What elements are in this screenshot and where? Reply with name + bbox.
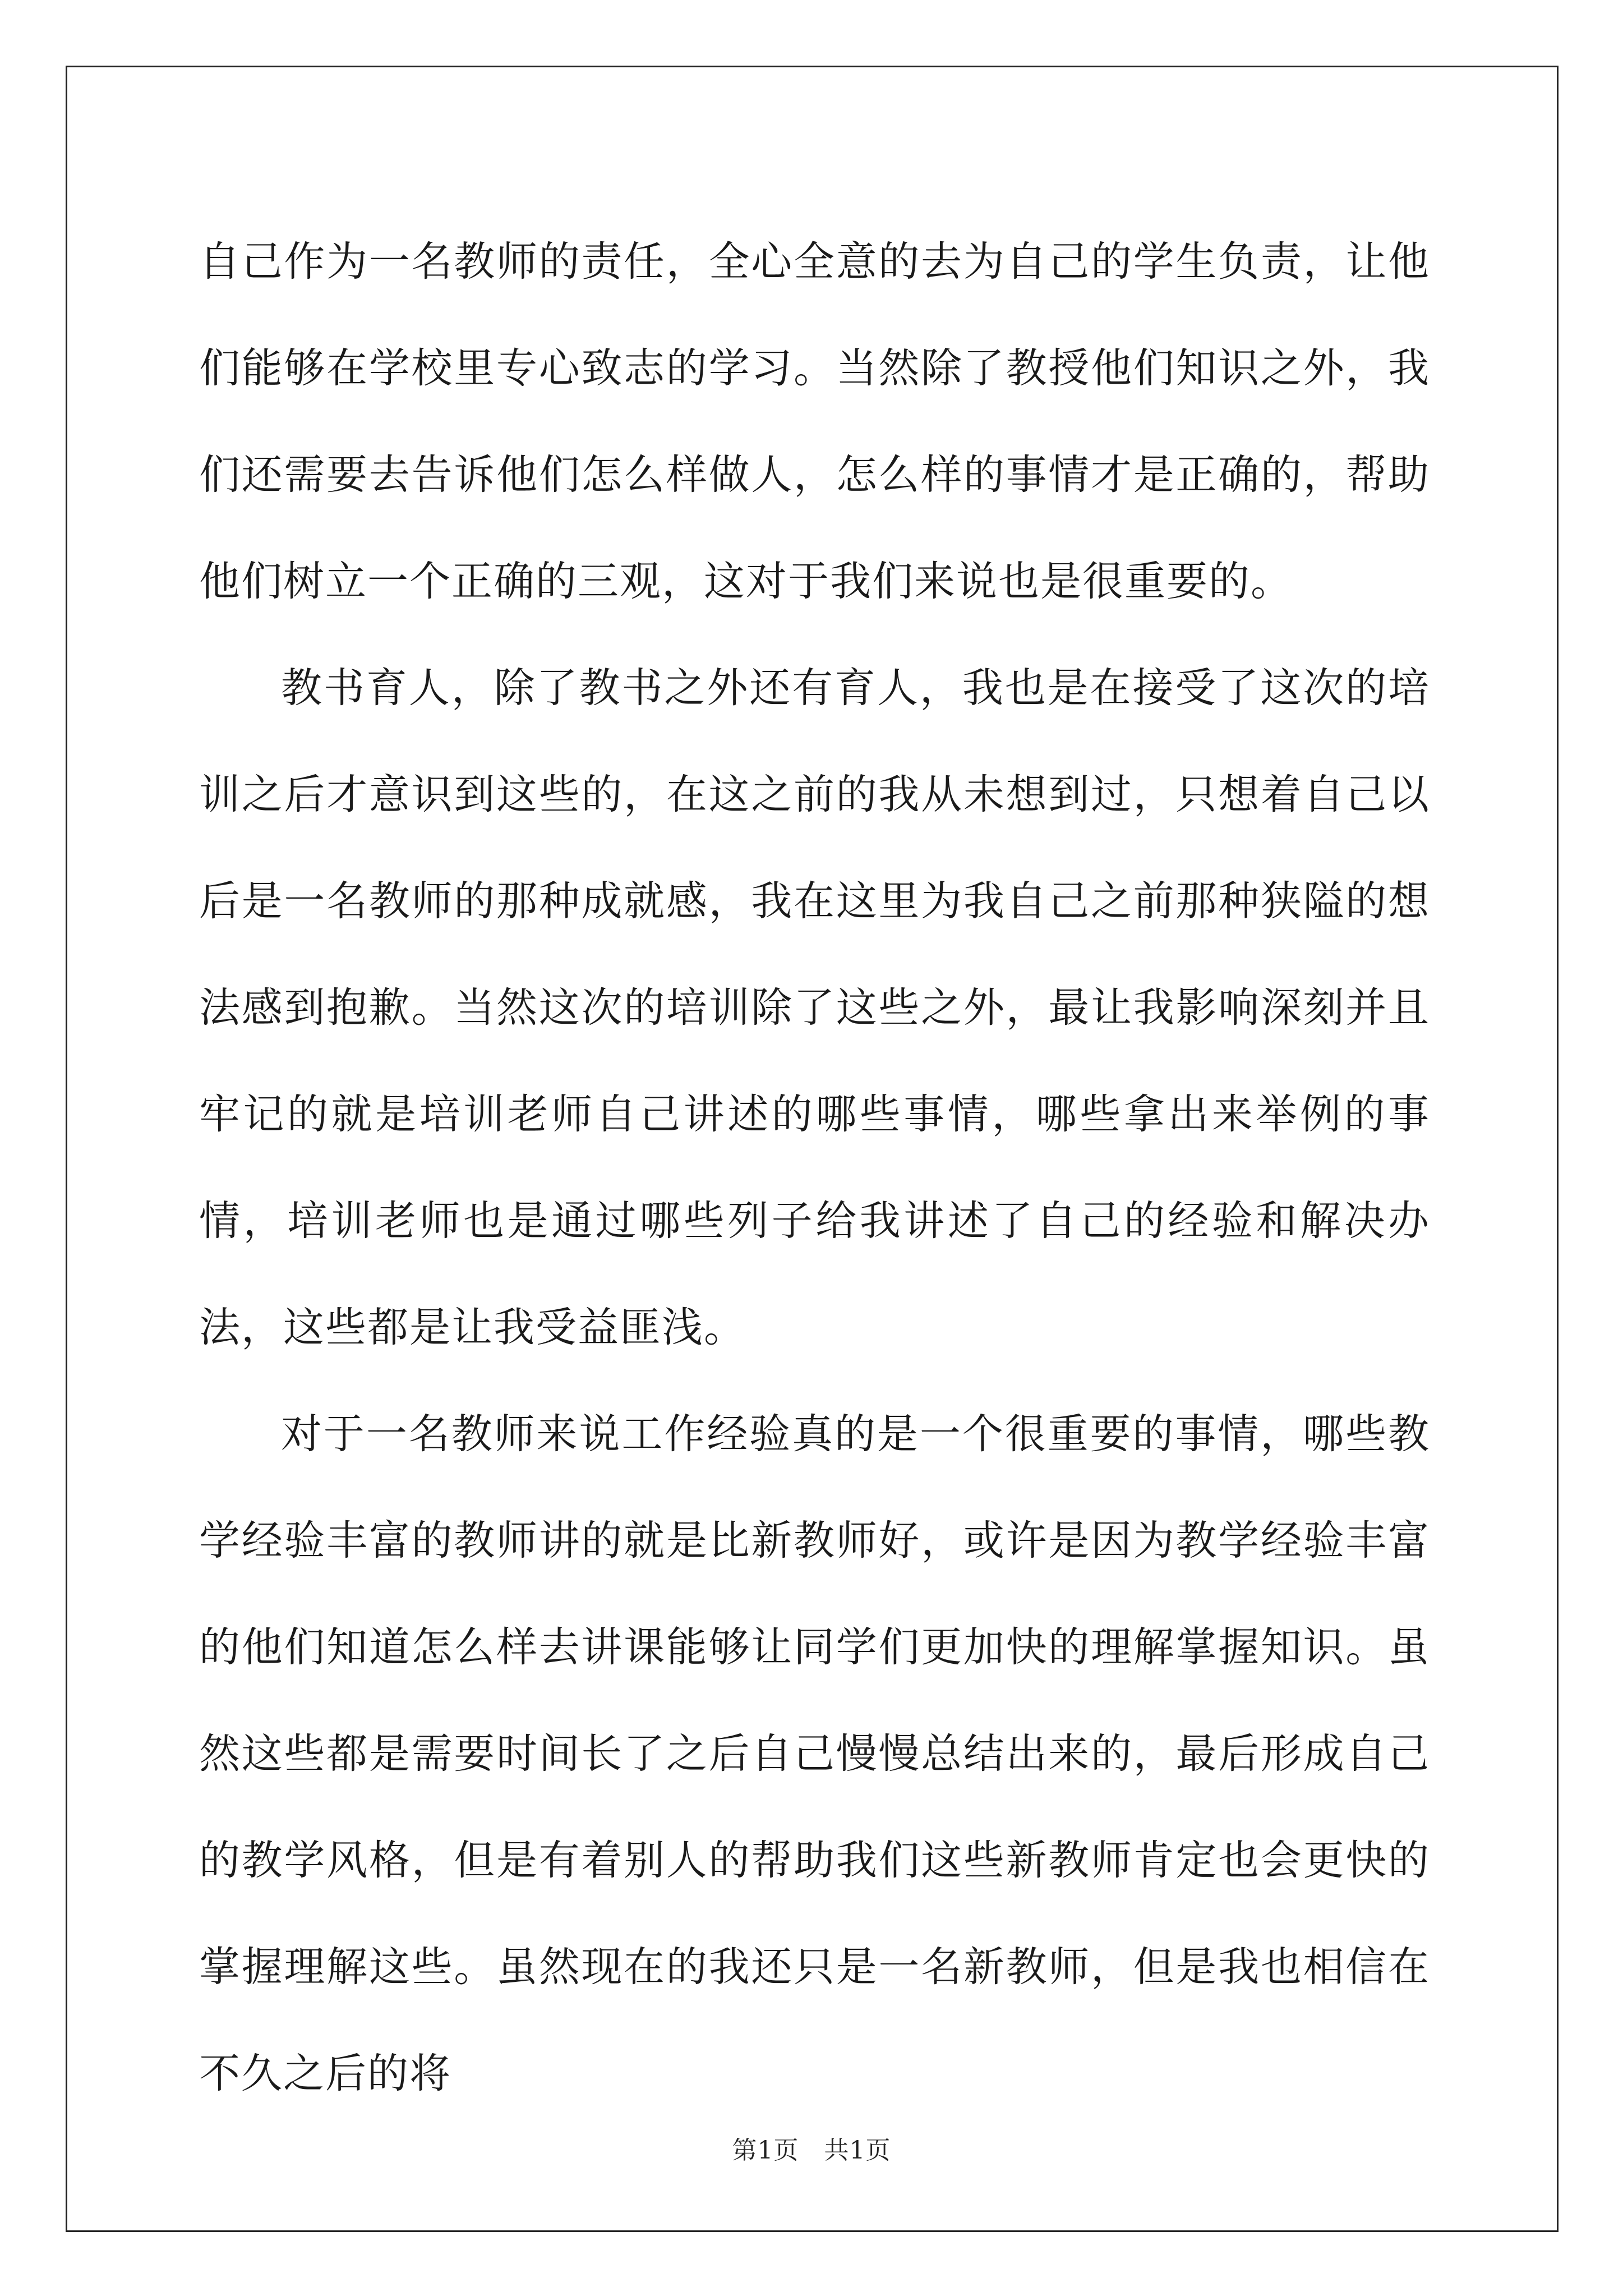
paragraph-3: 对于一名教师来说工作经验真的是一个很重要的事情，哪些教学经验丰富的教师讲的就是比新教师好，或许是因为教学经验丰富的他们知道怎么样去讲课能够让同学们更加快的理解掌握知识。虽然这些都是需要时间长了之后自己慢慢总结出来的，最后形成自己的教学风格，但是有着别人的帮助我们这些新教师肯定也会更快的掌握理解这些。虽然现在的我还只是一名新教师，但是我也相信在不久之后的将 <box>199 1410 1430 2097</box>
page-number-footer: 第1页 共1页 <box>732 2136 891 2165</box>
paragraph-2: 教书育人，除了教书之外还有育人，我也是在接受了这次的培训之后才意识到这些的，在这之前的我从未想到过，只想着自己以后是一名教师的那种成就感，我在这里为我自己之前那种狭隘的想法感到抱歉。当然这次的培训除了这些之外，最让我影响深刻并且牢记的就是培训老师自己讲述的哪些事情，哪些拿出来举例的事情，培训老师也是通过哪些列子给我讲述了自己的经验和解决办法，这些都是让我受益匪浅。 <box>199 664 1430 1351</box>
paragraph-1: 自己作为一名教师的责任，全心全意的去为自己的学生负责，让他们能够在学校里专心致志的学习。当然除了教授他们知识之外，我们还需要去告诉他们怎么样做人，怎么样的事情才是正确的，帮助他们树立一个正确的三观，这对于我们来说也是很重要的。 <box>199 238 1430 605</box>
document-body <box>199 209 1430 2127</box>
